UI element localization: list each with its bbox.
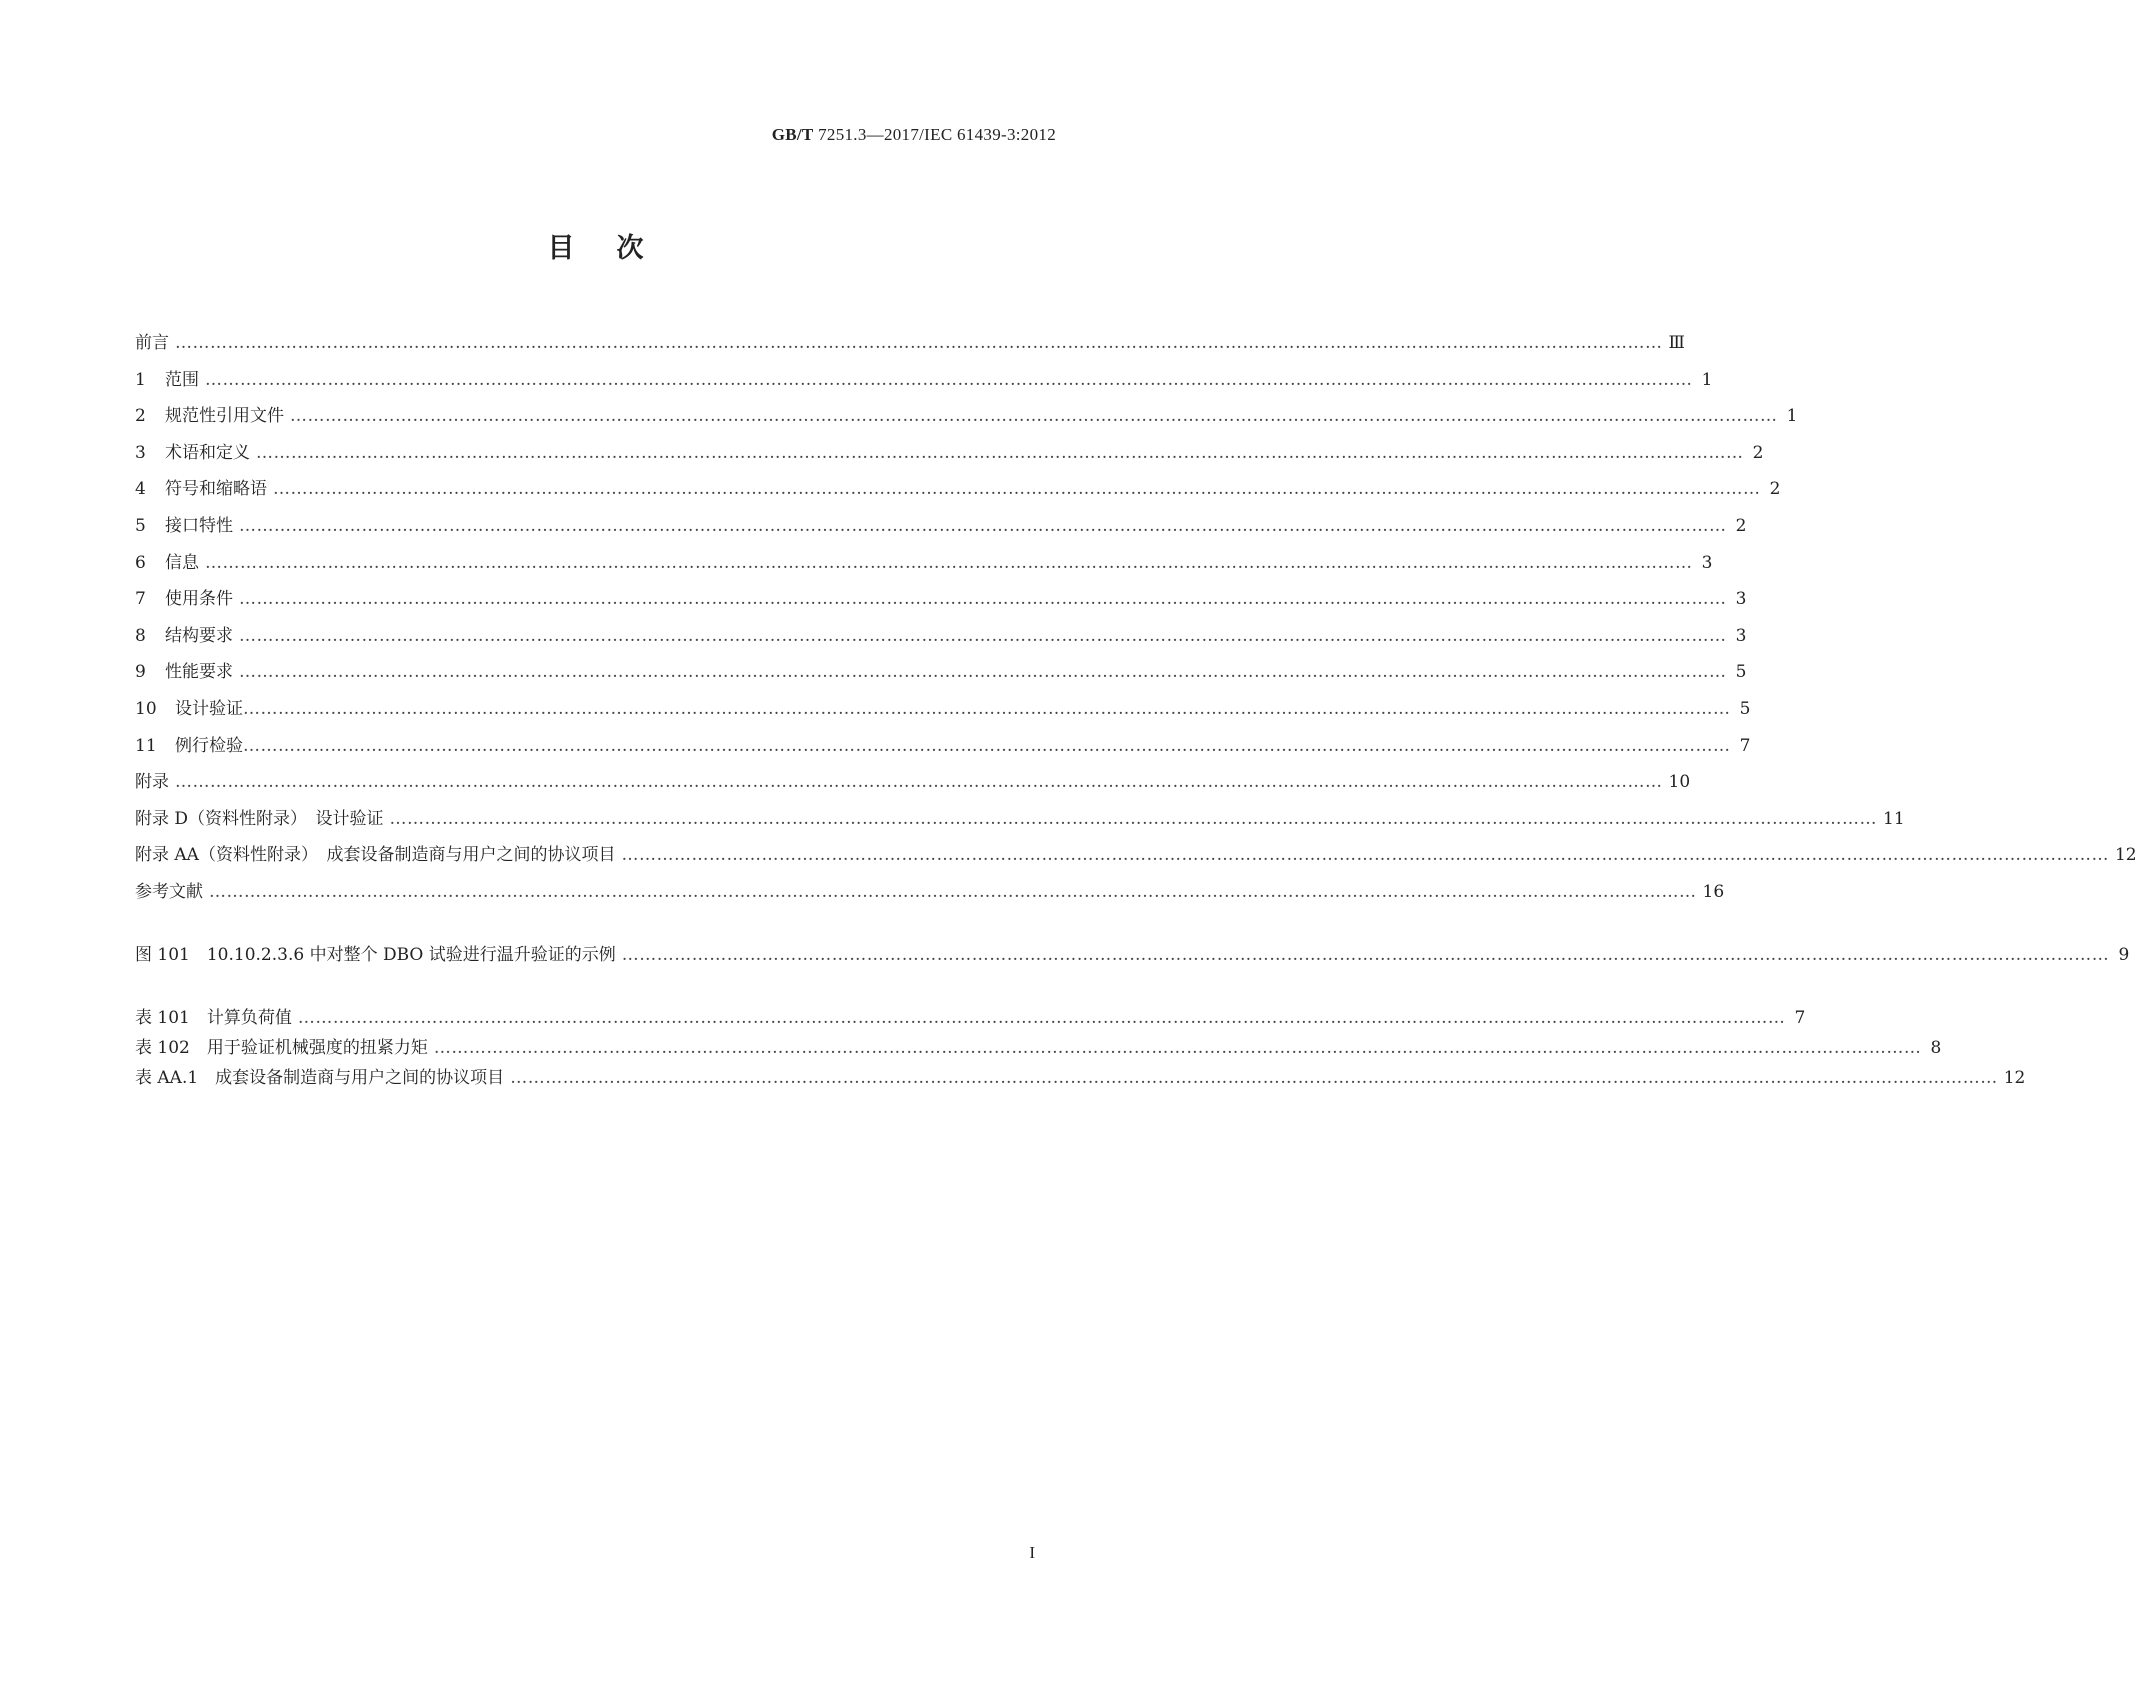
dot-leader: ………………………………………………………………………………………………………………………………………………………………………………………………………………………………… [239,589,1727,610]
toc-row[interactable] [135,804,1905,841]
toc-label: 规范性引用文件 [165,406,284,427]
toc-page: 5 [1739,698,1751,719]
dot-leader: ………………………………………………………………………………………………………………………………………………………………………………………………………………………………… [209,881,1697,902]
toc-label: 接口特性 [165,515,233,536]
dot-leader: ………………………………………………………………………………………………………………………………………………………………………………………………………………………………… [290,406,1778,427]
table-row[interactable] [135,1033,1942,1063]
toc-page: 16 [1702,881,1725,902]
toc-page: 1 [1701,369,1713,390]
toc-row[interactable] [135,511,1747,548]
table-label: 表 AA.1 成套设备制造商与用户之间的协议项目 [135,1068,505,1088]
toc-number: 4 [135,479,146,500]
dot-leader: ………………………………………………………………………………………………………………………………………………………………………………………………………………………………… [510,1068,1998,1088]
toc-label: 前言 [135,333,169,353]
figure-label: 图 101 10.10.2.3.6 中对整个 DBO 试验进行温升验证的示例 [135,945,616,965]
toc-page: 3 [1735,625,1747,646]
toc-row[interactable] [135,694,1751,731]
toc-row[interactable] [135,401,1798,438]
toc-label: 设计验证 [175,698,243,719]
toc-label: 附录 D（资料性附录） 设计验证 [135,808,384,829]
table-of-contents [135,328,2137,914]
toc-row[interactable] [135,584,1747,621]
toc-row[interactable] [135,328,1685,365]
toc-number: 2 [135,406,146,427]
toc-number: 10 [135,698,157,719]
dot-leader: ………………………………………………………………………………………………………………………………………………………………………………………………………………………………… [256,442,1744,463]
dot-leader: ………………………………………………………………………………………………………………………………………………………………………………………………………………………………… [297,1008,1786,1028]
toc-number: 5 [135,515,146,536]
toc-label: 符号和缩略语 [165,479,267,500]
toc-label: 附录 [135,772,169,793]
toc-page: Ⅲ [1668,333,1685,353]
table-row[interactable] [135,1063,2026,1093]
figure-page: 9 [2118,945,2130,965]
dot-leader: ………………………………………………………………………………………………………………………………………………………………………………………………………………………………… [433,1038,1922,1058]
toc-page: 11 [1883,808,1905,829]
toc-page: 1 [1786,406,1798,427]
dot-leader: ………………………………………………………………………………………………………………………………………………………………………………………………………………………………… [273,479,1761,500]
toc-row[interactable] [135,621,1747,658]
toc-number: 11 [135,735,157,756]
toc-row[interactable] [135,438,1764,475]
page-number: I [1029,1543,1035,1562]
dot-leader: ………………………………………………………………………………………………………………………………………………………………………………………………………………………………… [239,515,1727,536]
table-page: 12 [2003,1068,2026,1088]
toc-page: 7 [1739,735,1751,756]
table-page: 7 [1794,1008,1806,1028]
standard-code [772,125,1056,145]
toc-label: 使用条件 [165,589,233,610]
dot-leader: ………………………………………………………………………………………………………………………………………………………………………………………………………………………………… [621,845,2109,866]
toc-label: 结构要求 [165,625,233,646]
toc-page: 2 [1769,479,1781,500]
toc-label: 信息 [165,552,199,573]
toc-page: 12 [2114,845,2137,866]
toc-row[interactable] [135,840,2137,877]
dot-leader: ………………………………………………………………………………………………………………………………………………………………………………………………………………………………… [175,772,1663,793]
dot-leader: ………………………………………………………………………………………………………………………………………………………………………………………………………………………………… [621,945,2110,965]
toc-label: 性能要求 [165,662,233,683]
toc-page: 10 [1668,772,1691,793]
toc-row[interactable] [135,767,1691,804]
dot-leader: ………………………………………………………………………………………………………………………………………………………………………………………………………………………………… [243,735,1731,756]
table-label: 表 101 计算负荷值 [135,1008,292,1028]
toc-page: 3 [1735,589,1747,610]
toc-row[interactable] [135,877,1725,914]
toc-number: 7 [135,589,146,610]
dot-leader: ………………………………………………………………………………………………………………………………………………………………………………………………………………………………… [239,662,1727,683]
toc-page: 2 [1735,515,1747,536]
toc-label: 术语和定义 [165,442,250,463]
toc-row[interactable] [135,474,1781,511]
table-label: 表 102 用于验证机械强度的扭紧力矩 [135,1038,428,1058]
dot-leader: ………………………………………………………………………………………………………………………………………………………………………………………………………………………………… [205,369,1693,390]
dot-leader: ………………………………………………………………………………………………………………………………………………………………………………………………………………………………… [175,333,1663,353]
dot-leader: ………………………………………………………………………………………………………………………………………………………………………………………………………………………………… [205,552,1693,573]
dot-leader: ………………………………………………………………………………………………………………………………………………………………………………………………………………………………… [243,698,1731,719]
toc-number: 8 [135,625,146,646]
list-of-tables [135,1003,2026,1093]
table-page: 8 [1930,1038,1942,1058]
toc-page: 5 [1735,662,1747,683]
table-row[interactable] [135,1003,1806,1033]
standard-code-number: 7251.3—2017/IEC 61439-3:2012 [813,125,1056,144]
toc-number: 3 [135,442,146,463]
toc-number: 6 [135,552,146,573]
figure-row[interactable] [135,940,2130,970]
dot-leader: ………………………………………………………………………………………………………………………………………………………………………………………………………………………………… [239,625,1727,646]
toc-row[interactable] [135,365,1713,402]
toc-label: 参考文献 [135,881,203,902]
toc-page: 3 [1701,552,1713,573]
toc-row[interactable] [135,731,1751,768]
toc-number: 1 [135,369,146,390]
toc-label: 范围 [165,369,199,390]
standard-code-prefix: GB/T [771,125,814,144]
toc-number: 9 [135,662,146,683]
dot-leader: ………………………………………………………………………………………………………………………………………………………………………………………………………………………………… [389,808,1878,829]
toc-label: 附录 AA（资料性附录） 成套设备制造商与用户之间的协议项目 [135,845,616,866]
toc-page: 2 [1752,442,1764,463]
toc-row[interactable] [135,548,1713,585]
page-title: 目次 [547,233,686,264]
toc-label: 例行检验 [175,735,243,756]
list-of-figures [135,940,2130,970]
toc-row[interactable] [135,657,1747,694]
